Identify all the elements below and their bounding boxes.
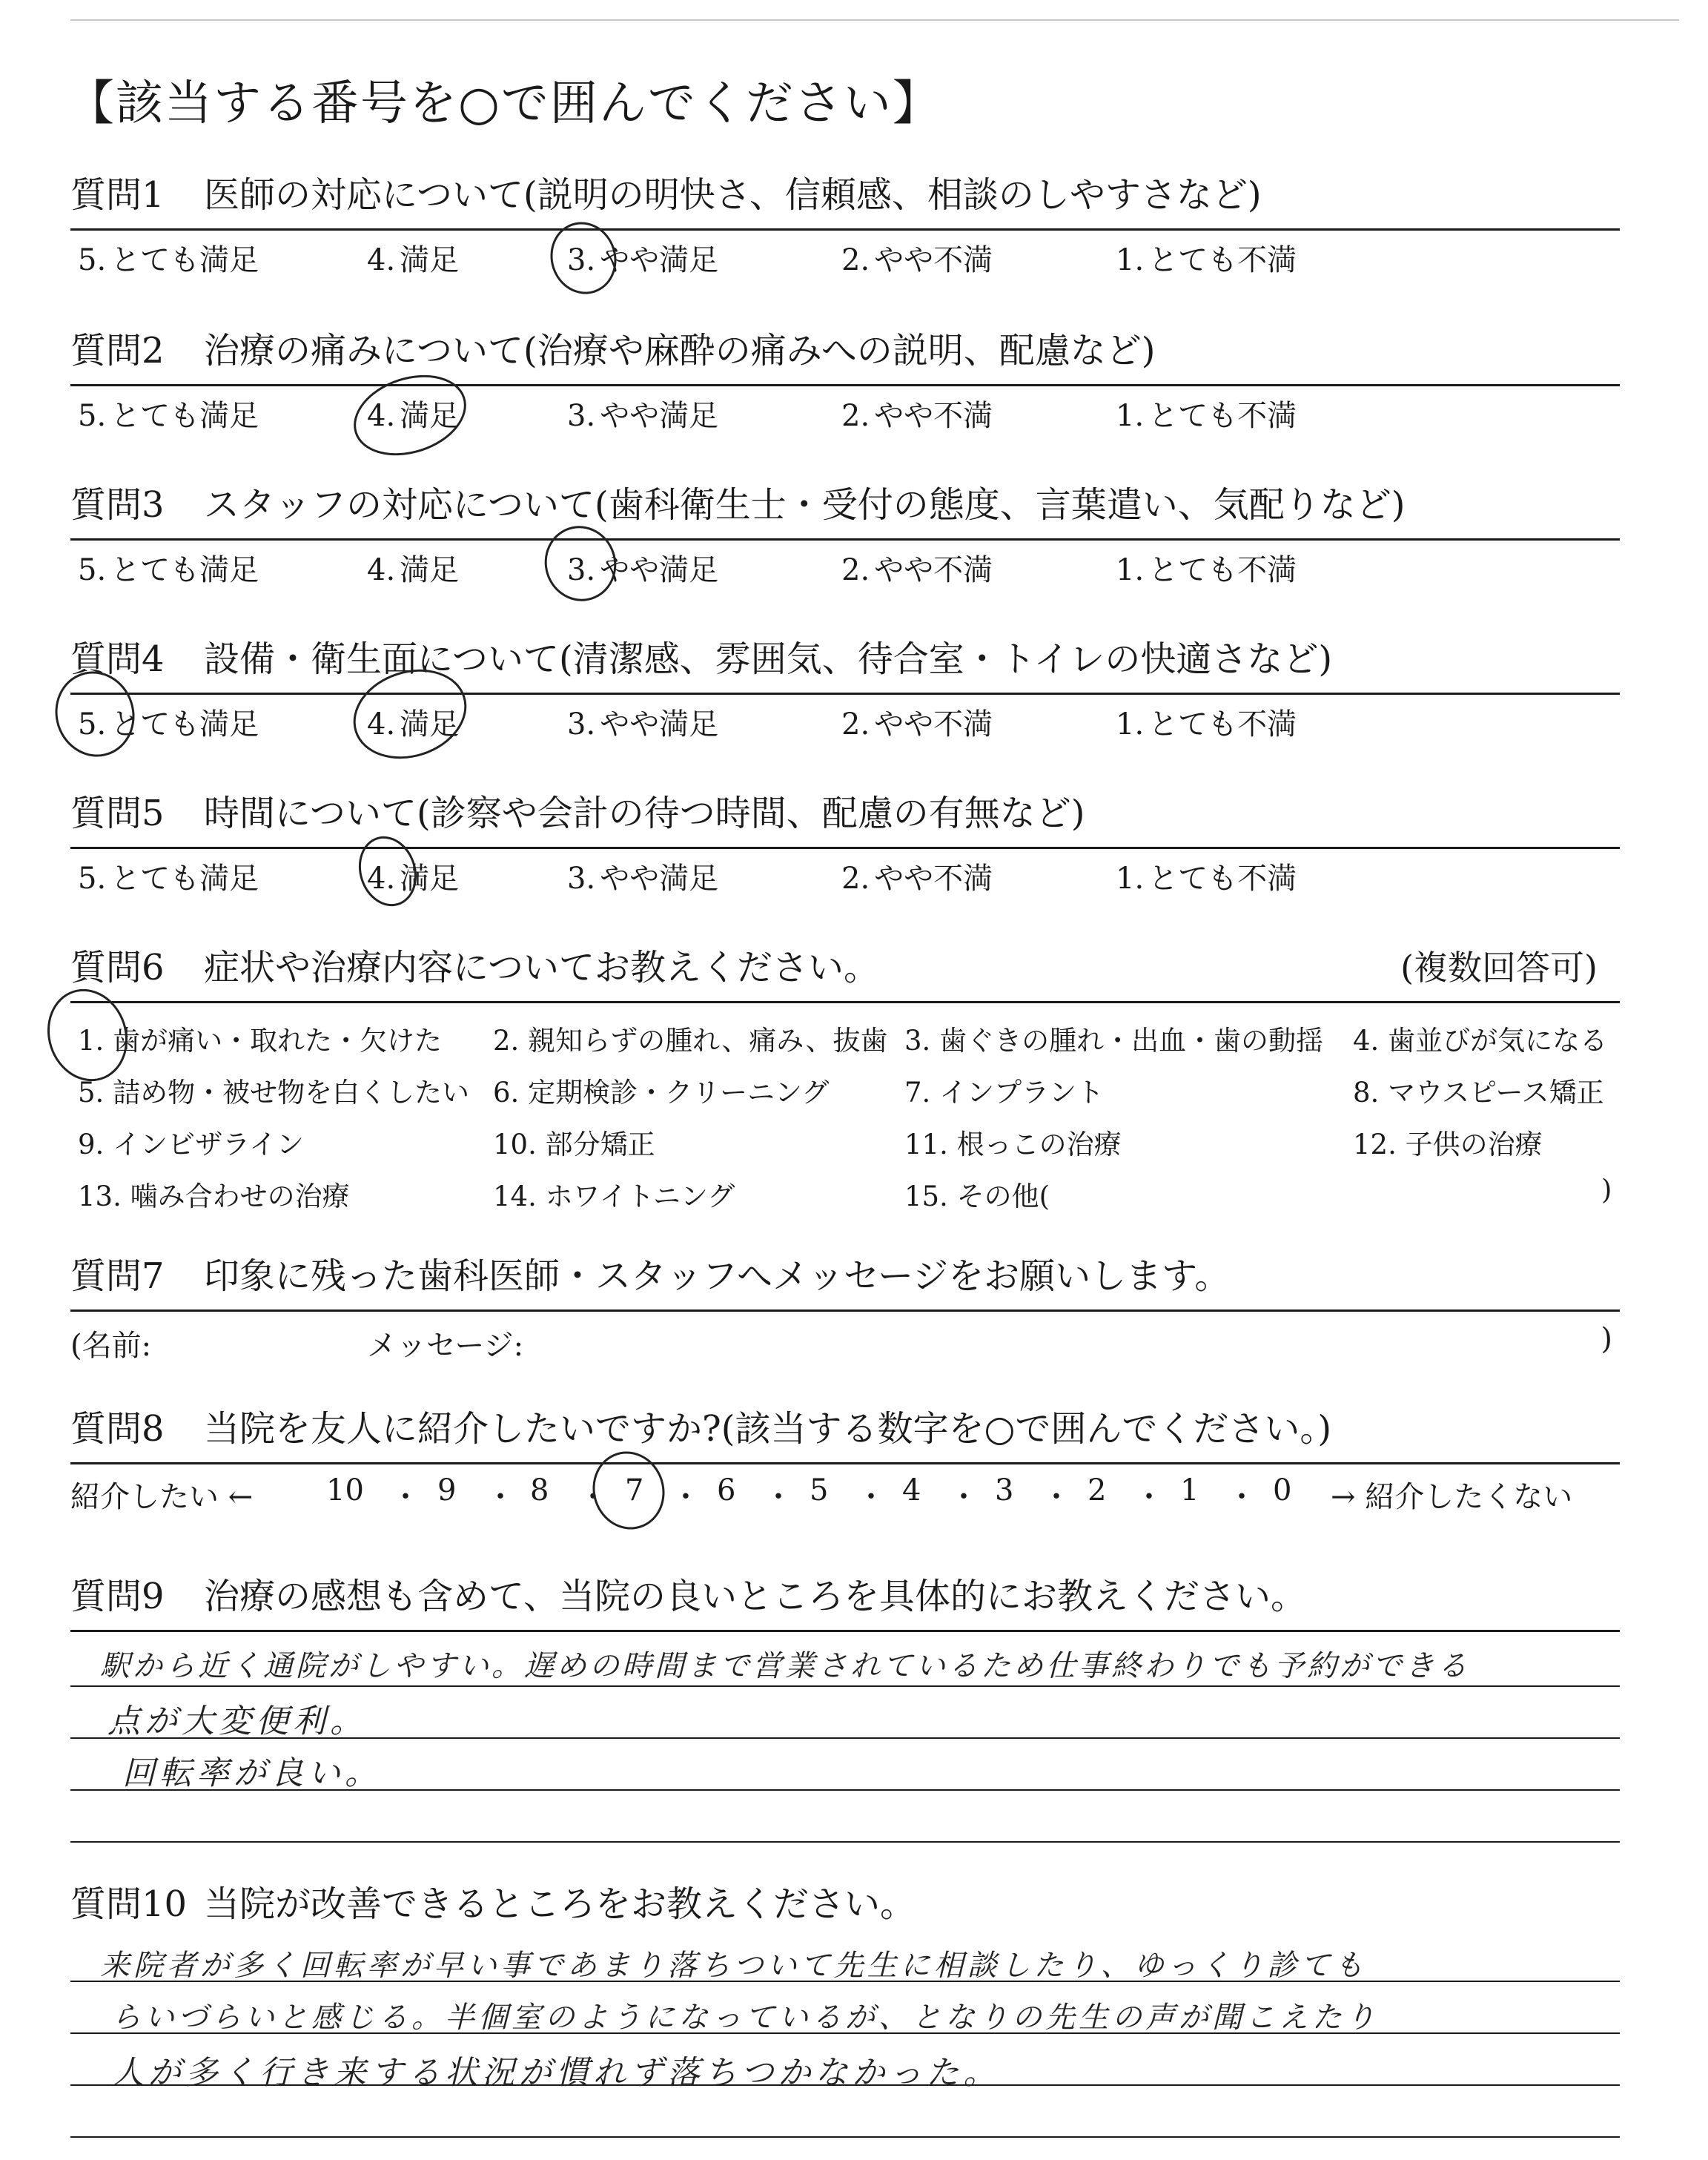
scale-9[interactable]: 9	[437, 1473, 457, 1507]
question-6	[70, 943, 1627, 1211]
question-number: 質問2	[70, 330, 165, 371]
question-8	[70, 1404, 1627, 1518]
handwritten-answer-line: 駅から近く通院がしやすい。遅めの時間まで営業されているため仕事終わりでも予約ができる	[100, 1649, 1470, 1683]
symptom-option[interactable]: 13. 噛み合わせの治療	[78, 1180, 350, 1212]
divider	[70, 228, 1620, 231]
scale-dot: ・	[671, 1480, 701, 1514]
option-5[interactable]: 5. とても満足	[78, 399, 259, 433]
option-4[interactable]: 4. 満足	[367, 862, 460, 896]
symptom-option[interactable]: 8. マウスピース矯正	[1353, 1077, 1604, 1109]
handwritten-answer-line: 点が大変便利。	[107, 1702, 367, 1740]
question-number: 質問6	[70, 947, 165, 988]
option-1[interactable]: 1. とても不満	[1116, 553, 1297, 587]
scale-dot: ・	[856, 1480, 886, 1514]
symptom-option[interactable]: 6. 定期検診・クリーニング	[493, 1077, 830, 1109]
scale-4[interactable]: 4	[902, 1473, 921, 1507]
scale-10[interactable]: 10	[326, 1473, 364, 1507]
question-number: 質問9	[70, 1576, 165, 1617]
option-2[interactable]: 2. やや不満	[841, 862, 993, 896]
rating-options	[70, 855, 1627, 899]
question-text: 医師の対応について(説明の明快さ、信頼感、相談のしやすさなど)	[204, 174, 1262, 216]
scale-dot: ・	[1227, 1480, 1257, 1514]
answer-line	[70, 1841, 1620, 1843]
symptom-option[interactable]: 5. 詰め物・被せ物を白くしたい	[78, 1077, 470, 1109]
question-7	[70, 1252, 1627, 1364]
answer-area[interactable]	[70, 1632, 1627, 1869]
question-text: 設備・衛生面について(清潔感、雰囲気、待合室・トイレの快適さなど)	[204, 638, 1333, 680]
symptom-option[interactable]: 12. 子供の治療	[1353, 1129, 1543, 1160]
top-border	[70, 19, 1679, 21]
recommend-scale	[70, 1473, 1627, 1518]
question-text: 症状や治療内容についてお教えください。	[204, 947, 880, 988]
divider	[70, 1462, 1620, 1464]
question-number: 質問7	[70, 1255, 165, 1297]
scale-3[interactable]: 3	[995, 1473, 1014, 1507]
option-3[interactable]: 3. やや満足	[567, 243, 719, 277]
scale-5[interactable]: 5	[810, 1473, 829, 1507]
question-10	[70, 1880, 1627, 2151]
option-1[interactable]: 1. とても不満	[1116, 862, 1297, 896]
symptom-option[interactable]: 10. 部分矯正	[493, 1129, 655, 1160]
question-9	[70, 1572, 1627, 1869]
option-4[interactable]: 4. 満足	[367, 399, 460, 433]
scale-dot: ・	[578, 1480, 608, 1514]
divider	[70, 538, 1620, 541]
handwritten-answer-line: 回転率が良い。	[122, 1754, 382, 1792]
question-2	[70, 326, 1627, 437]
scale-dot: ・	[486, 1480, 515, 1514]
rating-options	[70, 392, 1627, 437]
question-5	[70, 789, 1627, 899]
symptom-option-other[interactable]: 15. その他(	[904, 1180, 1050, 1212]
symptom-option[interactable]: 7. インプラント	[904, 1077, 1105, 1109]
option-3[interactable]: 3. やや満足	[567, 862, 719, 896]
handwritten-answer-line: 人が多く行き来する状況が慣れず落ちつかなかった。	[111, 2054, 1001, 2092]
option-3[interactable]: 3. やや満足	[567, 707, 719, 742]
option-2[interactable]: 2. やや不満	[841, 243, 993, 277]
option-5[interactable]: 5. とても満足	[78, 243, 259, 277]
multiple-answer-note: (複数回答可)	[1400, 948, 1598, 988]
option-4[interactable]: 4. 満足	[367, 707, 460, 742]
scale-dot: ・	[764, 1480, 793, 1514]
question-number: 質問5	[70, 793, 165, 834]
handwritten-answer-line: 来院者が多く回転率が早い事であまり落ちついて先生に相談したり、ゆっくり診ても	[100, 1949, 1368, 1983]
question-number: 質問3	[70, 484, 165, 526]
option-5[interactable]: 5. とても満足	[78, 553, 259, 587]
divider	[70, 693, 1620, 695]
symptom-option[interactable]: 11. 根っこの治療	[904, 1129, 1122, 1160]
message-label: メッセージ:	[367, 1329, 524, 1363]
answer-line	[70, 2136, 1620, 2138]
question-text: 当院を友人に紹介したいですか?(該当する数字を○で囲んでください。)	[204, 1408, 1332, 1450]
scale-dot: ・	[391, 1480, 420, 1514]
message-line	[70, 1322, 1627, 1364]
symptom-option[interactable]: 14. ホワイトニング	[493, 1180, 735, 1212]
option-4[interactable]: 4. 満足	[367, 553, 460, 587]
scale-dot: ・	[949, 1480, 979, 1514]
scale-right-label: → 紹介したくない	[1331, 1480, 1573, 1514]
question-text: 治療の痛みについて(治療や麻酔の痛みへの説明、配慮など)	[204, 330, 1156, 371]
question-text: 時間について(診察や会計の待つ時間、配慮の有無など)	[204, 793, 1085, 834]
symptom-option[interactable]: 9. インビザライン	[78, 1129, 304, 1160]
scale-left-label: 紹介したい ←	[70, 1480, 254, 1514]
symptom-option[interactable]: 4. 歯並びが気になる	[1353, 1025, 1608, 1057]
question-text: 当院が改善できるところをお教えください。	[204, 1883, 916, 1925]
option-1[interactable]: 1. とても不満	[1116, 399, 1297, 433]
symptom-options	[70, 1003, 1627, 1211]
question-4	[70, 635, 1627, 745]
question-text: スタッフの対応について(歯科衛生士・受付の態度、言葉遣い、気配りなど)	[204, 484, 1406, 526]
other-close-paren: )	[1601, 1174, 1612, 1206]
option-2[interactable]: 2. やや不満	[841, 553, 993, 587]
option-4[interactable]: 4. 満足	[367, 243, 460, 277]
handwritten-answer-line: らいづらいと感じる。半個室のようになっているが、となりの先生の声が聞こえたり	[111, 2001, 1379, 2035]
scale-7[interactable]: 7	[625, 1473, 644, 1507]
rating-options	[70, 701, 1627, 745]
option-5[interactable]: 5. とても満足	[78, 862, 259, 896]
scale-dot: ・	[1134, 1480, 1164, 1514]
option-2[interactable]: 2. やや不満	[841, 707, 993, 742]
question-number: 質問8	[70, 1408, 165, 1450]
question-text: 治療の感想も含めて、当院の良いところを具体的にお教えください。	[204, 1576, 1307, 1617]
question-number: 質問1	[70, 174, 165, 216]
answer-line	[70, 1685, 1620, 1687]
question-3	[70, 480, 1627, 591]
option-1[interactable]: 1. とても不満	[1116, 707, 1297, 742]
divider	[70, 847, 1620, 849]
question-text: 印象に残った歯科医師・スタッフへメッセージをお願いします。	[204, 1255, 1231, 1297]
option-3[interactable]: 3. やや満足	[567, 553, 719, 587]
close-paren: )	[1601, 1322, 1612, 1356]
option-5[interactable]: 5. とても満足	[78, 707, 259, 742]
scale-8[interactable]: 8	[530, 1473, 549, 1507]
symptom-option[interactable]: 1. 歯が痛い・取れた・欠けた	[78, 1025, 443, 1057]
divider	[70, 384, 1620, 386]
question-number: 質問10	[70, 1883, 188, 1925]
rating-options	[70, 546, 1627, 591]
rating-options	[70, 237, 1627, 281]
symptom-option[interactable]: 2. 親知らずの腫れ、痛み、抜歯	[493, 1025, 888, 1057]
option-3[interactable]: 3. やや満足	[567, 399, 719, 433]
symptom-option[interactable]: 3. 歯ぐきの腫れ・出血・歯の動揺	[904, 1025, 1324, 1057]
divider	[70, 1309, 1620, 1312]
scale-2[interactable]: 2	[1088, 1473, 1107, 1507]
answer-area[interactable]	[70, 1929, 1627, 2151]
page-title: 【該当する番号を○で囲んでください】	[67, 76, 941, 131]
scale-0[interactable]: 0	[1273, 1473, 1292, 1507]
name-label: (名前:	[70, 1329, 152, 1363]
question-1	[70, 171, 1627, 281]
scale-dot: ・	[1042, 1480, 1071, 1514]
option-1[interactable]: 1. とても不満	[1116, 243, 1297, 277]
question-number: 質問4	[70, 638, 165, 680]
scale-6[interactable]: 6	[717, 1473, 736, 1507]
scale-1[interactable]: 1	[1180, 1473, 1199, 1507]
option-2[interactable]: 2. やや不満	[841, 399, 993, 433]
